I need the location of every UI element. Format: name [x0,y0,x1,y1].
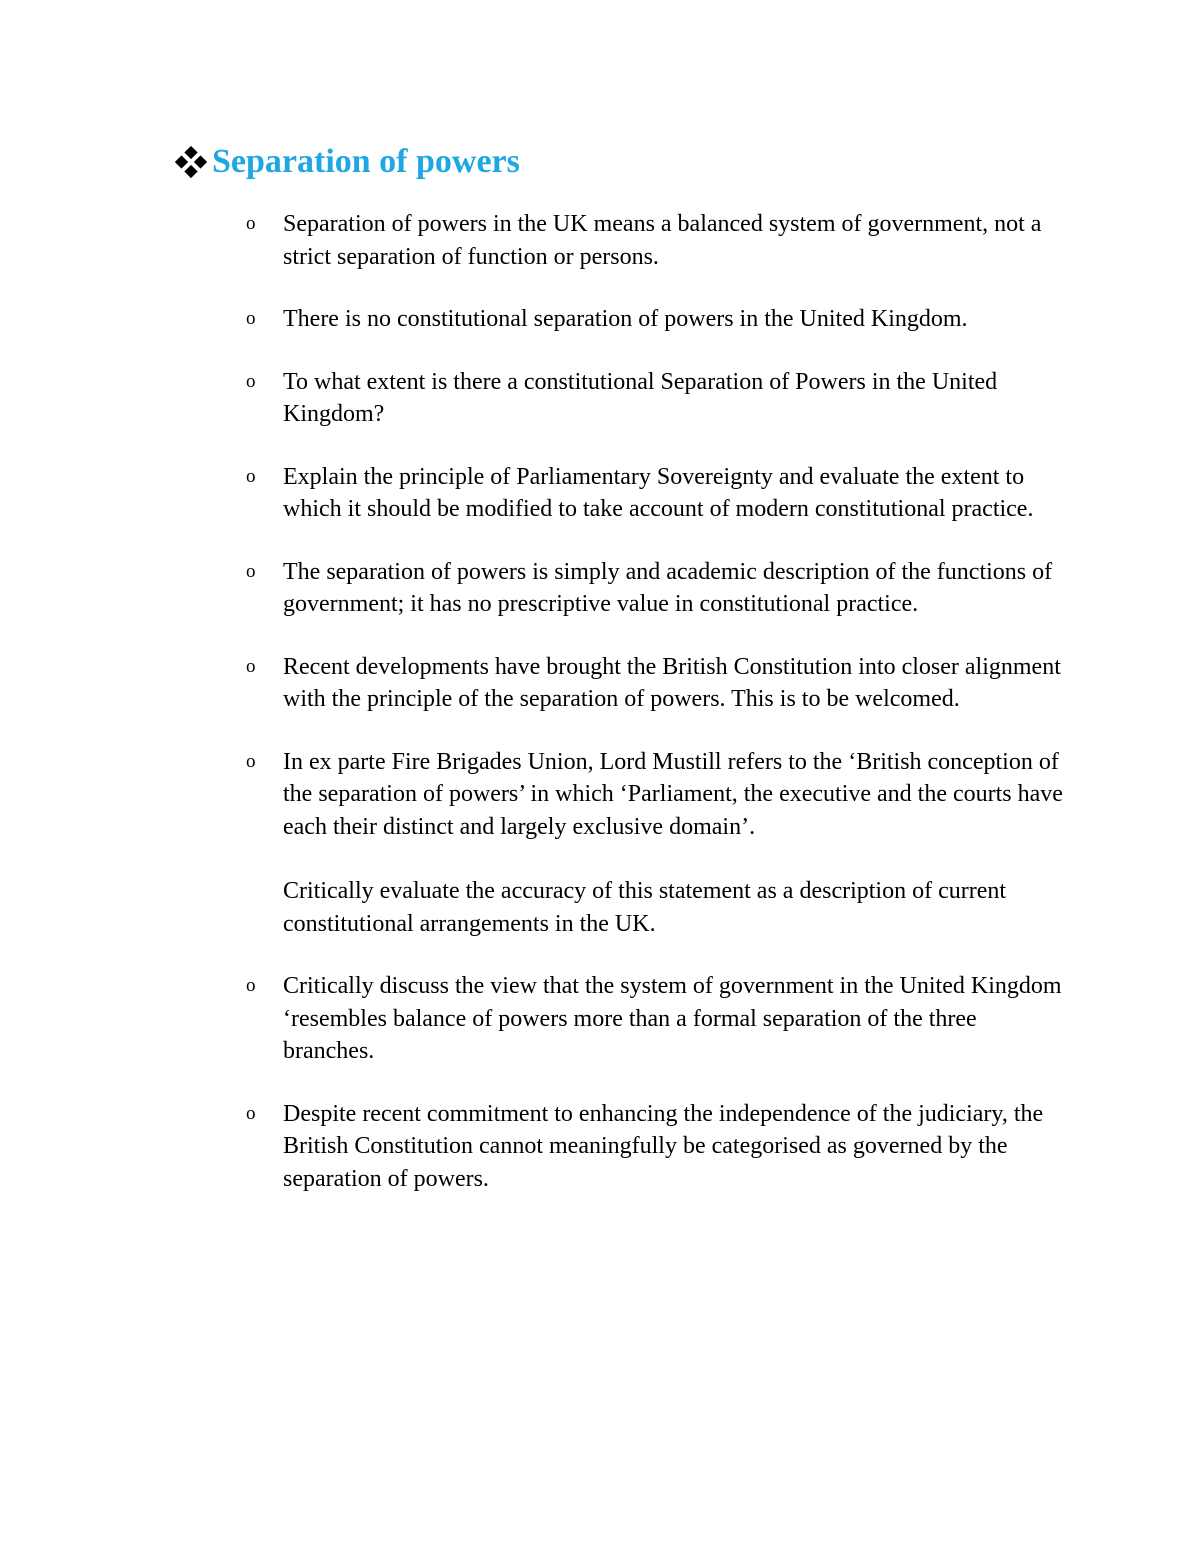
list-item-text: Separation of powers in the UK means a balanced system of government, not a strict separation of function or persons. [283,211,1042,270]
list-item [246,208,1066,273]
list-item-text: Critically discuss the view that the system of government in the United Kingdom ‘resembles balance of powers more than a formal separation of the three branches. [283,973,1062,1064]
circle-bullet-icon: o [246,370,256,392]
circle-bullet-icon: o [246,1102,256,1124]
circle-bullet-icon: o [246,560,256,582]
circle-bullet-icon: o [246,655,256,677]
list-item [246,556,1066,621]
list-item-text: The separation of powers is simply and academic description of the functions of government; it has no prescriptive value in constitutional practice. [283,558,1053,617]
list-item [246,651,1066,716]
page-title: Separation of powers [212,143,520,180]
list-item-text: In ex parte Fire Brigades Union, Lord Mustill refers to the ‘British conception of the separation of powers’ in which ‘Parliament, the executive and the courts have each their distinct and largely exclusive domain’. [283,748,1063,840]
four-diamond-bullet-icon [172,143,210,181]
circle-bullet-icon: o [246,308,256,329]
list-item-followup-text: Critically evaluate the accuracy of this statement as a description of current constitutional arrangements in the UK. [283,878,1007,937]
list-item-text: To what extent is there a constitutional Separation of Powers in the United Kingdom? [283,368,998,427]
circle-bullet-icon: o [246,975,256,996]
list-item-text: There is no constitutional separation of powers in the United Kingdom. [283,306,968,332]
list-item [246,461,1066,526]
list-item [246,970,1066,1068]
list-item [246,303,1066,336]
circle-bullet-icon: o [246,213,256,234]
list-item [246,746,1066,941]
circle-bullet-icon: o [246,465,256,487]
list-item-text: Despite recent commitment to enhancing the independence of the judiciary, the British Constitution cannot meaningfully be categorised as governed by the separation of powers. [283,1100,1044,1192]
list-item-text: Explain the principle of Parliamentary Sovereignty and evaluate the extent to which it should be modified to take account of modern constitutional practice. [283,463,1034,522]
question-list [246,208,1066,1225]
list-item [246,366,1066,431]
section-heading [172,140,520,184]
circle-bullet-icon: o [246,750,256,772]
list-item [246,1098,1066,1196]
list-item-text: Recent developments have brought the British Constitution into closer alignment with the principle of the separation of powers. This is to be welcomed. [283,653,1061,712]
